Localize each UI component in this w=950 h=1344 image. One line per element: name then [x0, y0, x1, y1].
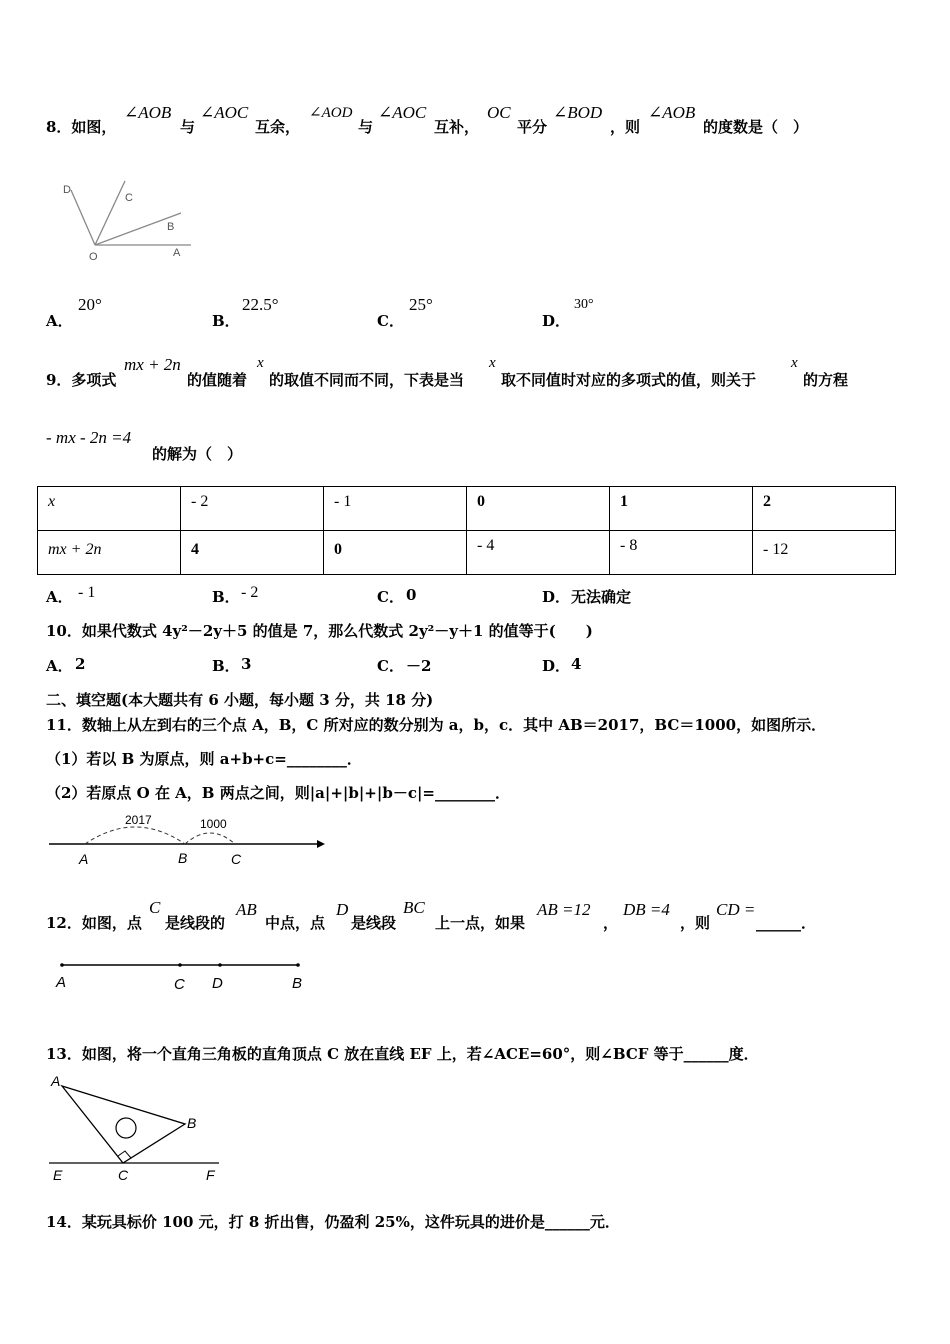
q9-text-5: 的解为（ ） [152, 445, 243, 463]
arc-bc [185, 833, 235, 844]
table-cell: - 12 [753, 531, 896, 575]
q8-math-5: OC [487, 103, 511, 122]
point-c: C [118, 1167, 129, 1183]
q8-option-a-label[interactable]: A． [46, 312, 73, 330]
q10-option-c-label[interactable]: C． [377, 657, 404, 675]
q8-stem [46, 116, 116, 137]
q8-math-3: ∠AOD [309, 105, 353, 121]
q12-number: 12．如图，点 [46, 914, 142, 932]
point-e: E [53, 1167, 63, 1183]
q9-option-b-label[interactable]: B． [212, 588, 240, 606]
q8-text-6: ，则 [610, 118, 641, 136]
q8-text-7: 的度数是（ ） [703, 118, 809, 136]
q9-text-2: 的取值不同而不同，下表是当 [269, 371, 465, 389]
table-cell: 0 [324, 531, 467, 575]
q12-text-2: 中点，点 [265, 914, 326, 932]
table-cell: - 8 [610, 531, 753, 575]
arc-ab [85, 827, 185, 844]
q8-option-c-value: 25° [409, 295, 433, 314]
arrow-head [317, 840, 325, 848]
dot-b [296, 963, 300, 967]
label-1000: 1000 [200, 817, 227, 831]
point-b: B [292, 975, 303, 992]
q9-math-4: x [791, 355, 798, 371]
q9-value-table [37, 486, 896, 575]
q9-option-a-label[interactable]: A． [46, 588, 73, 606]
q11-number-line-figure [45, 810, 330, 872]
triangle [62, 1086, 185, 1163]
q10-option-a-label[interactable]: A． [46, 657, 73, 675]
q11-part-1: （1）若以 B 为原点，则 a+b+c=________． [46, 750, 362, 768]
q12-segment-figure [50, 955, 310, 997]
q8-option-a-value: 20° [78, 295, 102, 314]
table-row [38, 487, 896, 531]
q8-angle-figure [55, 178, 195, 266]
q12-math-1: C [149, 898, 161, 917]
q8-text-5: 平分 [517, 118, 548, 136]
q9-equation: - mx - 2n =4 [46, 428, 132, 447]
label-b: B [167, 221, 175, 233]
q11-stem: 11．数轴上从左到右的三个点 A，B，C 所对应的数分别为 a，b，c．其中 AB＝2017，BC＝1000，如图所示． [46, 716, 827, 734]
q9-text-1: 的值随着 [187, 371, 248, 389]
dot-d [218, 963, 222, 967]
q12-text-1: 是线段的 [165, 914, 226, 932]
q8-option-d-value: 30° [574, 297, 594, 312]
table-cell: 1 [610, 487, 753, 531]
point-c: C [174, 976, 185, 993]
q11-part-2: （2）若原点 O 在 A，B 两点之间，则|a|+|b|+|b－c|=________． [46, 784, 510, 802]
point-d: D [212, 975, 223, 992]
point-a: A [56, 974, 67, 991]
section-heading: 二、填空题(本大题共有 6 小题，每小题 3 分，共 18 分) [46, 691, 434, 709]
q10-option-d-value: 4 [571, 655, 582, 673]
q8-math-6: ∠BOD [553, 103, 603, 122]
point-b: B [187, 1115, 197, 1131]
q8-text-3: 与 [358, 118, 374, 136]
label-2017: 2017 [125, 813, 152, 827]
point-a: A [79, 851, 89, 867]
q10-option-a-value: 2 [75, 655, 86, 673]
q9-option-d-value: 无法确定 [571, 588, 632, 606]
q12-math-3: D [336, 900, 349, 919]
q9-number: 9．多项式 [46, 371, 117, 389]
table-cell: 2 [753, 487, 896, 531]
q9-option-b-value: - 2 [241, 584, 259, 601]
q10-option-c-value: －2 [406, 657, 432, 675]
table-cell: x [38, 487, 181, 531]
q9-text-3: 取不同值时对应的多项式的值，则关于 [501, 371, 757, 389]
q8-option-b-value: 22.5° [242, 295, 279, 314]
q9-math-3: x [489, 355, 496, 371]
table-row [38, 531, 896, 575]
q8-option-d-label[interactable]: D． [542, 312, 571, 330]
q10-option-b-label[interactable]: B． [212, 657, 240, 675]
q12-math-6: DB =4 [623, 900, 670, 919]
point-f: F [206, 1167, 215, 1183]
label-c: C [125, 192, 133, 204]
dot-a [60, 963, 64, 967]
q8-option-b-label[interactable]: B． [212, 312, 240, 330]
q8-math-2: ∠AOC [200, 103, 249, 122]
label-o: O [89, 251, 98, 263]
q13-triangle-figure [45, 1070, 230, 1188]
q9-option-a-value: - 1 [78, 584, 96, 601]
q8-text-1: 与 [180, 118, 196, 136]
q12-text-5: ， [603, 914, 619, 932]
q8-option-c-label[interactable]: C． [377, 312, 404, 330]
q10-stem: 10．如果代数式 4y²－2y＋5 的值是 7，那么代数式 2y²－y＋1 的值等于( ) [46, 622, 593, 640]
q12-text-6: ，则 [680, 914, 711, 932]
q9-option-d-label[interactable]: D． [542, 588, 571, 606]
ray-od [71, 190, 95, 245]
triangle-hole [116, 1118, 136, 1138]
dot-c [178, 963, 182, 967]
q12-math-2: AB [236, 900, 257, 919]
q8-text-2: 互余， [255, 118, 301, 136]
q12-math-7: CD = [716, 900, 756, 919]
q9-option-c-label[interactable]: C． [377, 588, 404, 606]
q12-answer-blank[interactable]: ______． [756, 914, 817, 932]
q13-stem: 13．如图，将一个直角三角板的直角顶点 C 放在直线 EF 上，若∠ACE=60°，则∠BCF 等于______度． [46, 1045, 759, 1063]
table-cell: 0 [467, 487, 610, 531]
q12-math-4: BC [403, 898, 425, 917]
table-cell: - 2 [181, 487, 324, 531]
q8-math-1: ∠AOB [124, 103, 172, 122]
table-cell: 4 [181, 531, 324, 575]
label-a: A [173, 247, 181, 259]
q12-math-5: AB =12 [537, 900, 591, 919]
q14-stem: 14．某玩具标价 100 元，打 8 折出售，仍盈利 25%，这件玩具的进价是______元． [46, 1213, 620, 1231]
table-cell: mx + 2n [38, 531, 181, 575]
point-c: C [231, 851, 242, 867]
q12-text-3: 是线段 [351, 914, 397, 932]
q9-math-1: mx + 2n [124, 355, 181, 374]
point-b: B [178, 850, 188, 866]
q10-option-b-value: 3 [241, 655, 252, 673]
right-angle-mark [118, 1151, 131, 1158]
q8-text-4: 互补， [434, 118, 480, 136]
q10-option-d-label[interactable]: D． [542, 657, 571, 675]
q9-option-c-value: 0 [406, 586, 417, 604]
q9-text-4: 的方程 [803, 371, 849, 389]
label-d: D [63, 184, 71, 196]
table-cell: - 1 [324, 487, 467, 531]
q8-number: 8．如图， [46, 118, 117, 136]
q12-text-4: 上一点，如果 [435, 914, 526, 932]
q8-math-4: ∠AOC [378, 103, 427, 122]
q8-math-7: ∠AOB [648, 103, 696, 122]
table-cell: - 4 [467, 531, 610, 575]
point-a: A [51, 1073, 61, 1089]
q9-math-2: x [257, 355, 264, 371]
